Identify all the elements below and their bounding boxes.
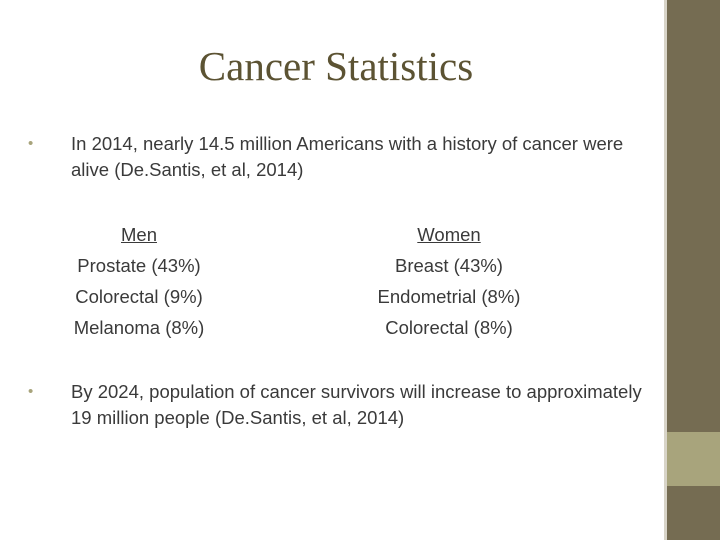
men-item: Melanoma (8%): [73, 317, 205, 338]
bullet-text: In 2014, nearly 14.5 million Americans with a history of cancer were alive (De.Santis, et al, 2014): [71, 133, 624, 180]
men-item: Prostate (43%): [77, 255, 201, 276]
slide-title: Cancer Statistics: [198, 43, 474, 89]
women-column: [334, 219, 564, 343]
women-heading: Women: [417, 224, 481, 245]
decorative-band-accent: [667, 432, 720, 486]
bullet-marker: •: [28, 383, 34, 400]
men-column: [24, 219, 254, 343]
bullet-item: [28, 131, 648, 183]
women-item: Breast (43%): [395, 255, 503, 276]
men-heading: Men: [121, 224, 157, 245]
bullet-text: By 2024, population of cancer survivors will increase to approximately 19 million people (De.Santis, et al, 2014): [71, 381, 642, 428]
bullet-item: [28, 379, 648, 431]
women-item: Colorectal (8%): [385, 317, 513, 338]
women-item: Endometrial (8%): [377, 286, 521, 307]
bullet-marker: •: [28, 135, 34, 152]
men-item: Colorectal (9%): [75, 286, 203, 307]
